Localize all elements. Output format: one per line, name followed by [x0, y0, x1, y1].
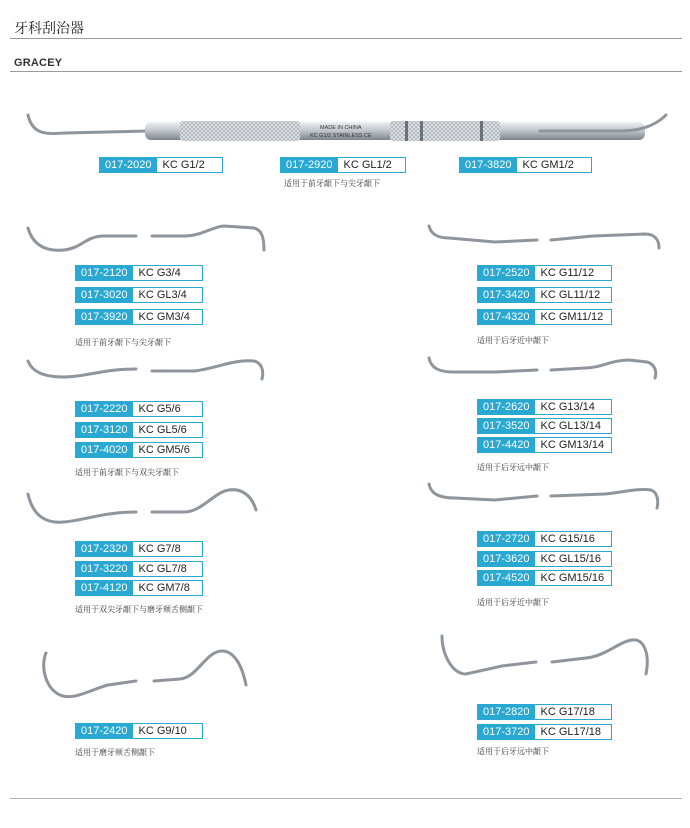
product-model: KC GL15/16 [540, 553, 602, 565]
usage-note: 适用于磨牙颊舌侧龈下 [75, 748, 155, 757]
product-code: 017-2020 [100, 158, 157, 172]
product-tag [477, 437, 612, 453]
product-tag [477, 418, 612, 434]
product-tag [477, 724, 612, 740]
product-model: KC GM15/16 [540, 572, 605, 584]
product-code: 017-2620 [478, 400, 535, 414]
instrument-g13-14 [425, 350, 670, 390]
product-tag [75, 541, 203, 557]
product-tag [75, 287, 203, 303]
product-tag [477, 265, 612, 281]
product-model: KC GM1/2 [522, 159, 574, 171]
product-tag [477, 570, 612, 586]
product-code: 017-2320 [76, 542, 133, 556]
product-model: KC G3/4 [138, 267, 181, 279]
product-tag [75, 442, 203, 458]
product-code: 017-3420 [478, 288, 535, 302]
product-tag [280, 157, 406, 173]
instrument-g11-12 [425, 222, 670, 262]
product-model: KC G15/16 [540, 533, 595, 545]
footer-divider [10, 798, 682, 799]
product-tag [75, 580, 203, 596]
product-code: 017-2820 [478, 705, 535, 719]
handle-engraving-2: KC G1/2 STAINLESS CE [310, 133, 372, 139]
section-divider [10, 71, 682, 72]
product-code: 017-4120 [76, 581, 133, 595]
product-code: 017-3720 [478, 725, 535, 739]
product-code: 017-2220 [76, 402, 133, 416]
usage-note: 适用于前牙龈下与双尖牙龈下 [75, 468, 179, 477]
product-model: KC G9/10 [138, 725, 187, 737]
product-tag [99, 157, 223, 173]
product-code: 017-2920 [281, 158, 338, 172]
usage-note: 适用于后牙远中龈下 [477, 463, 549, 472]
product-code: 017-4320 [478, 310, 535, 324]
product-model: KC GL11/12 [540, 289, 601, 301]
product-code: 017-2720 [478, 532, 535, 546]
usage-note: 适用于后牙近中龈下 [477, 336, 549, 345]
title-divider [10, 38, 682, 39]
product-code: 017-3920 [76, 310, 133, 324]
product-code: 017-3120 [76, 423, 133, 437]
product-model: KC GM13/14 [540, 439, 605, 451]
usage-note: 适用于后牙近中龈下 [477, 598, 549, 607]
product-tag [75, 401, 203, 417]
instrument-g17-18 [436, 630, 676, 690]
product-tag [477, 531, 612, 547]
product-model: KC G11/12 [540, 267, 595, 279]
product-tag [75, 422, 203, 438]
product-code: 017-3620 [478, 552, 535, 566]
product-tag [459, 157, 592, 173]
product-model: KC G13/14 [540, 401, 595, 413]
product-model: KC GL3/4 [138, 289, 187, 301]
product-code: 017-4020 [76, 443, 133, 457]
usage-note: 适用于前牙龈下与尖牙龈下 [75, 338, 171, 347]
usage-note: 适用于后牙远中龈下 [477, 747, 549, 756]
usage-note: 适用于前牙龈下与尖牙龈下 [284, 179, 380, 188]
product-model: KC GL1/2 [343, 159, 392, 171]
instrument-g3-4 [24, 222, 274, 262]
product-model: KC G1/2 [162, 159, 205, 171]
product-model: KC GM7/8 [138, 582, 190, 594]
product-model: KC GL5/6 [138, 424, 187, 436]
instrument-g15-16 [425, 478, 670, 518]
product-model: KC GM5/6 [138, 444, 190, 456]
page-title: 牙科刮治器 [14, 20, 84, 36]
product-model: KC GM3/4 [138, 311, 190, 323]
product-code: 017-3520 [478, 419, 535, 433]
product-model: KC G7/8 [138, 543, 181, 555]
product-code: 017-3020 [76, 288, 133, 302]
product-tag [477, 551, 612, 567]
product-model: KC GL17/18 [540, 726, 602, 738]
product-tag [75, 309, 203, 325]
product-tag [477, 704, 612, 720]
product-tag [477, 309, 612, 325]
handle-engraving-1: MADE IN CHINA [320, 125, 362, 131]
product-tag [75, 561, 203, 577]
product-model: KC G17/18 [540, 706, 595, 718]
product-code: 017-2520 [478, 266, 535, 280]
product-tag [75, 265, 203, 281]
product-model: KC GM11/12 [540, 311, 604, 323]
instrument-g7-8 [24, 486, 274, 534]
instrument-g1-2 [20, 105, 680, 155]
instrument-g9-10 [38, 645, 258, 707]
product-code: 017-4420 [478, 438, 535, 452]
product-code: 017-2120 [76, 266, 133, 280]
product-tag [75, 723, 203, 739]
instrument-g5-6 [24, 355, 274, 395]
product-tag [477, 399, 612, 415]
product-tag [477, 287, 612, 303]
product-model: KC G5/6 [138, 403, 181, 415]
product-code: 017-2420 [76, 724, 133, 738]
usage-note: 适用于双尖牙龈下与磨牙颊舌侧龈下 [75, 605, 203, 614]
product-model: KC GL13/14 [540, 420, 602, 432]
product-code: 017-3820 [460, 158, 517, 172]
product-code: 017-4520 [478, 571, 535, 585]
product-code: 017-3220 [76, 562, 133, 576]
product-model: KC GL7/8 [138, 563, 187, 575]
section-title: GRACEY [14, 57, 63, 69]
